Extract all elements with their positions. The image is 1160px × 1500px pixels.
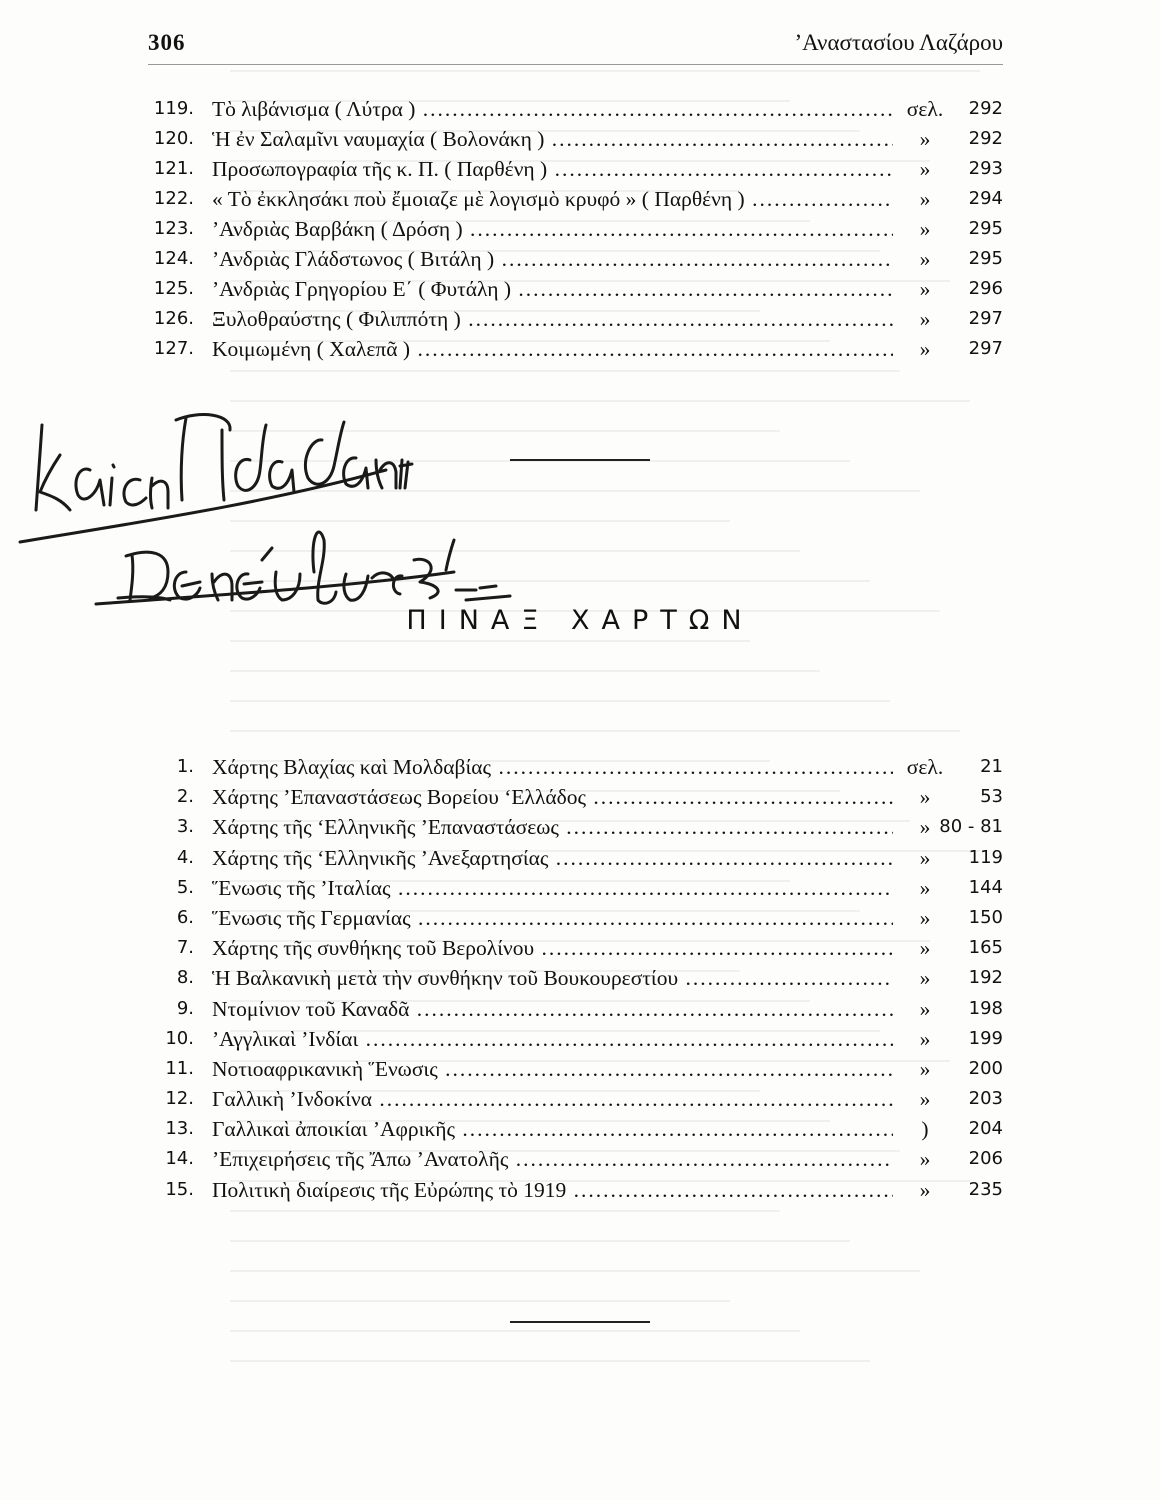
entry-title: Κοιμωμένη ( Χαλεπᾶ ) ..... (212, 334, 893, 364)
entry-number: 11. (165, 1057, 194, 1079)
entry-page-number: 204 (968, 1118, 1003, 1140)
entry-number: 15. (165, 1178, 194, 1200)
bleed-through-line (230, 1270, 920, 1272)
bleed-through-line (230, 520, 730, 522)
page-ref-marker: » (919, 127, 931, 151)
entry-page-number: 296 (968, 278, 1003, 299)
entry-number: 13. (165, 1118, 194, 1140)
page-ref-marker: » (919, 187, 931, 211)
page-ref-marker: » (919, 1177, 931, 1202)
map-entry (150, 812, 1003, 842)
map-entry (150, 1144, 1003, 1174)
entry-number: 127. (153, 338, 194, 359)
bleed-through-line (230, 700, 890, 702)
entry-title: Χάρτης Βλαχίας καὶ Μολδαβίας ..... (212, 752, 893, 782)
bleed-through-line (230, 1240, 850, 1242)
page-ref-marker: » (919, 785, 931, 810)
entry-title: ’Αγγλικαὶ ’Ινδίαι ..... (212, 1024, 893, 1054)
page-ref-marker: » (919, 1087, 931, 1112)
page-header (148, 30, 1003, 65)
bleed-through-line (230, 580, 870, 582)
entry-page-number: 53 (980, 786, 1003, 808)
bleed-through-line (230, 730, 960, 732)
entry-title: Χάρτης τῆς ‘Ελληνικῆς ’Ανεξαρτησίας ..... (212, 843, 893, 873)
entry-title: Νοτιοαφρικανικὴ Ἕνωσις ..... (212, 1054, 893, 1084)
entry-number: 6. (176, 906, 194, 928)
entry-title: Προσωπογραφία τῆς κ. Π. ( Παρθένη ) ..... (212, 154, 893, 184)
entry-title: ’Ανδριὰς Γλάδστωνος ( Βιτάλη ) ..... (212, 244, 893, 274)
map-entry (150, 873, 1003, 903)
page-ref-marker: » (919, 1026, 931, 1051)
page-number: 306 (148, 30, 186, 55)
entry-title: Ἡ ἐν Σαλαμῖνι ναυμαχία ( Βολονάκη ) ..... (212, 124, 893, 154)
entry-number: 121. (153, 158, 194, 179)
map-entry (150, 933, 1003, 963)
entry-page-number: 119 (968, 846, 1003, 868)
page-ref-marker: σελ. (906, 755, 944, 779)
end-divider (510, 1321, 650, 1323)
entry-number: 120. (153, 128, 194, 149)
entry-page-number: 21 (980, 756, 1003, 777)
page-ref-marker: » (919, 1056, 931, 1081)
entry-page-number: 297 (968, 338, 1003, 359)
map-entry (150, 1024, 1003, 1054)
page-ref-marker: » (919, 996, 931, 1021)
entry-page-number: 203 (968, 1088, 1003, 1110)
map-entry (150, 752, 1003, 782)
bleed-through-line (230, 70, 980, 72)
bleed-through-line (230, 1210, 780, 1212)
page-ref-marker: ) (921, 1117, 929, 1142)
map-entry (150, 903, 1003, 933)
entry-title: Ἕνωσις τῆς ’Ιταλίας ..... (212, 873, 893, 903)
map-entry (150, 1175, 1003, 1205)
entry-number: 9. (176, 997, 194, 1019)
page-ref-marker: » (919, 936, 931, 961)
map-entry (150, 782, 1003, 812)
entry-page-number: 206 (968, 1148, 1003, 1170)
entry-title: Τὸ λιβάνισμα ( Λύτρα ) ..... (212, 94, 893, 124)
page-ref-marker: » (919, 307, 931, 331)
entry-title: Γαλλικὴ ’Ινδοκίνα ..... (212, 1084, 893, 1114)
bleed-through-line (230, 370, 900, 372)
section-divider (510, 459, 650, 461)
entry-title: « Τὸ ἐκκλησάκι ποὺ ἔμοιαζε μὲ λογισμὸ κρυφό » ( Παρθένη ) ..... (212, 184, 893, 214)
entry-number: 5. (176, 876, 194, 898)
map-entry (150, 994, 1003, 1024)
page-ref-marker: » (919, 157, 931, 181)
page-ref-marker: » (919, 247, 931, 271)
entry-number: 125. (153, 278, 194, 299)
illustration-entry (150, 304, 1003, 334)
entry-title: Ξυλοθραύστης ( Φιλιππότη ) ..... (212, 304, 893, 334)
entry-number: 12. (165, 1088, 194, 1110)
entry-page-number: 293 (968, 158, 1003, 179)
page-ref-marker: » (919, 217, 931, 241)
entry-number: 7. (176, 937, 194, 959)
illustration-entry (150, 334, 1003, 364)
entry-number: 124. (153, 248, 194, 269)
illustration-entry (150, 154, 1003, 184)
map-entry (150, 1084, 1003, 1114)
entry-page-number: 200 (968, 1057, 1003, 1079)
illustration-entry (150, 184, 1003, 214)
entry-page-number: 150 (968, 906, 1003, 928)
entry-page-number: 297 (968, 308, 1003, 329)
page-ref-marker: » (919, 337, 931, 361)
maps-list (150, 752, 1003, 1205)
entry-title: Ἕνωσις τῆς Γερμανίας ..... (212, 903, 893, 933)
bleed-through-line (230, 1330, 800, 1332)
entry-number: 14. (165, 1148, 194, 1170)
entry-title: Πολιτικὴ διαίρεσις τῆς Εὐρώπης τὸ 1919 ..... (212, 1175, 893, 1205)
illustration-entry (150, 94, 1003, 124)
entry-title: Ντομίνιον τοῦ Καναδᾶ ..... (212, 994, 893, 1024)
page-ref-marker: » (919, 875, 931, 900)
entry-page-number: 165 (968, 937, 1003, 959)
map-entry (150, 1054, 1003, 1084)
bleed-through-line (230, 400, 970, 402)
bleed-through-line (230, 1300, 730, 1302)
entry-title: Χάρτης τῆς ‘Ελληνικῆς ’Επαναστάσεως ..... (212, 812, 893, 842)
entry-title: Ἡ Βαλκανικὴ μετὰ τὴν συνθήκην τοῦ Βουκουρεστίου ..... (212, 963, 893, 993)
bleed-through-line (230, 670, 820, 672)
entry-page-number: 198 (968, 997, 1003, 1019)
page-ref-marker: » (919, 905, 931, 930)
running-head-author: ’Αναστασίου Λαζάρου (794, 30, 1003, 55)
entry-number: 1. (176, 756, 194, 777)
page-ref-marker: » (919, 1147, 931, 1172)
map-entry (150, 963, 1003, 993)
page-ref-marker: » (919, 845, 931, 870)
entry-number: 10. (165, 1027, 194, 1049)
illustration-entry (150, 214, 1003, 244)
bleed-through-line (230, 490, 920, 492)
bleed-through-line (230, 1360, 870, 1362)
entry-number: 2. (176, 786, 194, 808)
entry-page-number: 294 (968, 188, 1003, 209)
bleed-through-line (230, 430, 780, 432)
entry-page-number: 295 (968, 248, 1003, 269)
entry-number: 123. (153, 218, 194, 239)
map-entry (150, 1114, 1003, 1144)
entry-page-number: 80 - 81 (939, 816, 1003, 838)
entry-number: 3. (176, 816, 194, 838)
entry-page-number: 295 (968, 218, 1003, 239)
bleed-through-line (230, 550, 800, 552)
entry-page-number: 235 (968, 1178, 1003, 1200)
entry-number: 122. (153, 188, 194, 209)
map-entry (150, 843, 1003, 873)
section-title: ΠΙΝΑΞ ΧΑΡΤΩΝ (406, 605, 754, 636)
entry-number: 4. (176, 846, 194, 868)
page-ref-marker: » (919, 277, 931, 301)
illustration-entry (150, 274, 1003, 304)
illustration-entry (150, 244, 1003, 274)
entry-title: ’Επιχειρήσεις τῆς Ἄπω ’Ανατολῆς ..... (212, 1144, 893, 1174)
entry-title: ’Ανδριὰς Βαρβάκη ( Δρόση ) ..... (212, 214, 893, 244)
entry-page-number: 292 (968, 128, 1003, 149)
page-ref-marker: σελ. (906, 97, 944, 121)
entry-page-number: 144 (968, 876, 1003, 898)
entry-title: ’Ανδριὰς Γρηγορίου Ε΄ ( Φυτάλη ) ..... (212, 274, 893, 304)
illustration-entry (150, 124, 1003, 154)
entry-number: 126. (153, 308, 194, 329)
entry-number: 8. (176, 967, 194, 989)
entry-page-number: 292 (968, 98, 1003, 119)
entry-title: Χάρτης ’Επαναστάσεως Βορείου ‘Ελλάδος ..... (212, 782, 893, 812)
entry-title: Χάρτης τῆς συνθήκης τοῦ Βερολίνου ..... (212, 933, 893, 963)
entry-page-number: 192 (968, 967, 1003, 989)
entry-title: Γαλλικαὶ ἀποικίαι ’Αφρικῆς ..... (212, 1114, 893, 1144)
entry-number: 119. (153, 98, 194, 119)
page-ref-marker: » (919, 815, 931, 840)
page-ref-marker: » (919, 966, 931, 991)
bleed-through-line (230, 640, 750, 642)
entry-page-number: 199 (968, 1027, 1003, 1049)
illustrations-list (150, 94, 1003, 364)
